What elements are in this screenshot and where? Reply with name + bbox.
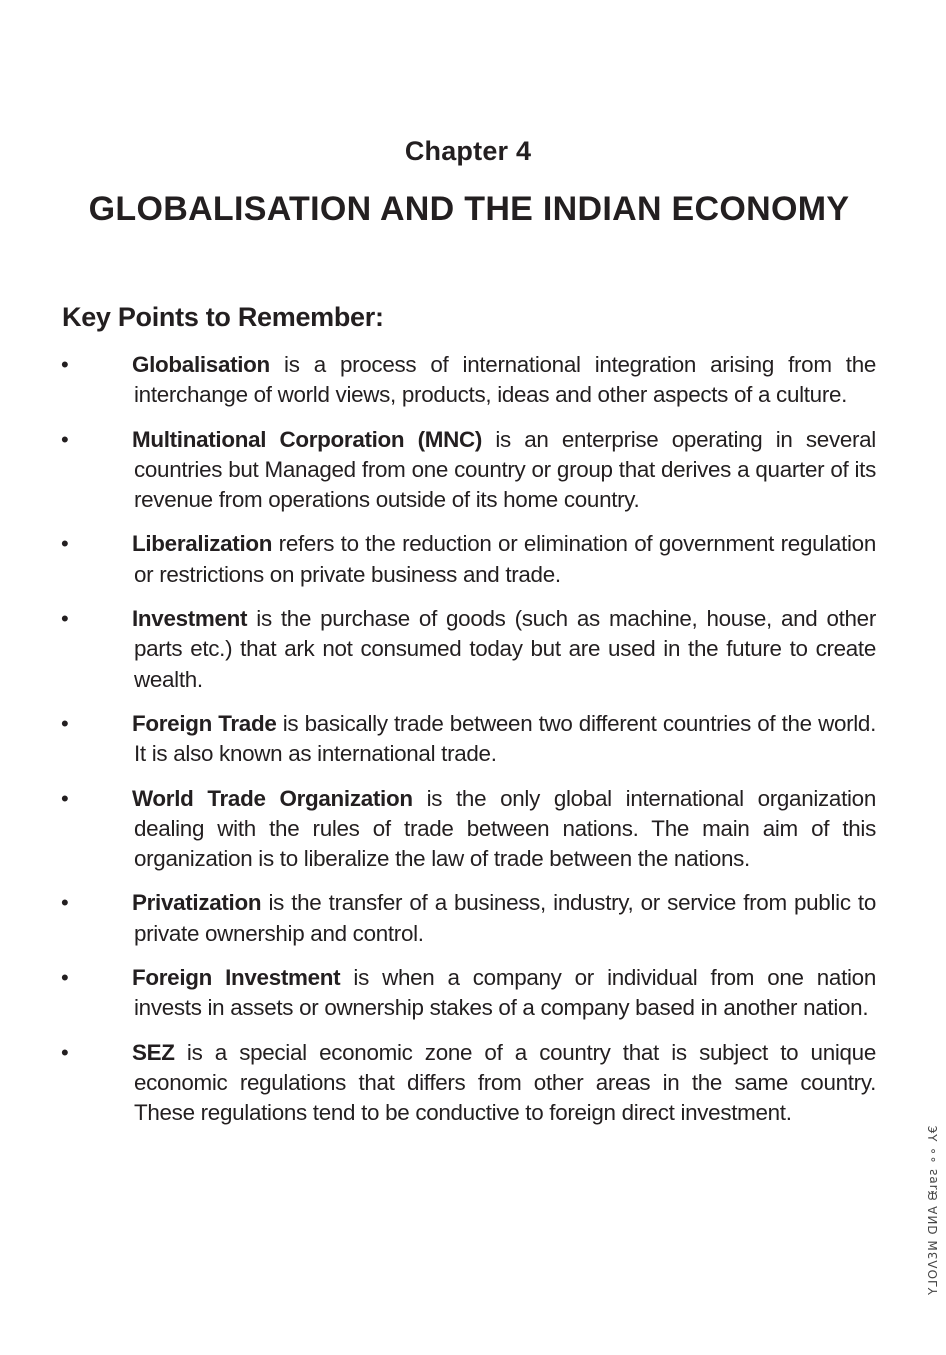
point-text — [134, 604, 876, 695]
point-text — [134, 425, 876, 516]
point-text — [134, 963, 876, 1024]
point-definition: is when a company or individual from one nation invests in assets or ownership stakes of a company based in another nation. — [134, 965, 876, 1021]
key-point-sez — [0, 1038, 946, 1129]
point-text — [134, 888, 876, 949]
bullet: • — [61, 531, 69, 557]
point-text — [134, 1038, 876, 1129]
side-stamp — [898, 1124, 940, 1300]
point-text — [134, 529, 876, 590]
bullet: • — [61, 785, 69, 811]
key-point-foreign-investment — [0, 963, 946, 1024]
key-point-mnc — [0, 425, 946, 516]
bullet: • — [61, 710, 69, 736]
bullet: • — [61, 965, 69, 991]
point-definition: is the only global international organization dealing with the rules of trade between nations. The main aim of this organization is to liberalize the law of trade between the nations. — [134, 785, 876, 872]
key-point-wto — [0, 784, 946, 875]
point-text — [134, 709, 876, 770]
point-definition: is a special economic zone of a country that is subject to unique economic regulations that differs from other areas in the same country. These regulations tend to be conductive to foreign direct investment. — [134, 1039, 876, 1126]
key-point-investment — [0, 604, 946, 695]
key-point-foreign-trade — [0, 709, 946, 770]
chapter-label: Chapter 4 — [404, 136, 532, 166]
point-definition: is basically trade between two different countries of the world. It is also known as international trade. — [134, 710, 877, 767]
point-term: Foreign Trade — [132, 710, 277, 736]
point-term: Multinational Corporation (MNC) — [132, 426, 483, 452]
point-definition: is the purchase of goods (such as machine, house, and other parts etc.) that ark not consumed today but are used in the future to create wealth. — [134, 606, 876, 692]
point-term: Investment — [132, 606, 248, 632]
point-definition: is the transfer of a business, industry, or service from public to private ownership and control. — [134, 890, 876, 946]
chapter-title: GLOBALISATION AND THE INDIAN ECONOMY — [88, 190, 850, 228]
point-term: Liberalization — [132, 531, 273, 557]
point-text — [134, 784, 876, 875]
key-point-globalisation — [0, 350, 946, 411]
point-term: Globalisation — [132, 352, 270, 377]
point-text — [134, 350, 876, 411]
point-definition: is an enterprise operating in several countries but Managed from one country or group that derives a quarter of its revenue from operations outside of its home country. — [134, 426, 876, 513]
key-point-liberalization — [0, 529, 946, 590]
point-term: Foreign Investment — [132, 965, 341, 991]
bullet: • — [61, 352, 69, 377]
point-definition: refers to the reduction or elimination of government regulation or restrictions on private business and trade. — [134, 531, 876, 587]
bullet: • — [61, 426, 69, 452]
point-term: Privatization — [132, 890, 262, 916]
key-points-list — [0, 350, 946, 1143]
side-stamp-text: Y⅃OɅ3ꟽ ᗡИA ᙠɹɐƨ ∘∘ ⅄€ — [926, 1124, 940, 1295]
bullet: • — [61, 606, 69, 632]
bullet: • — [61, 1039, 69, 1065]
point-term: SEZ — [132, 1039, 175, 1065]
section-heading: Key Points to Remember: — [62, 302, 384, 332]
key-point-privatization — [0, 888, 946, 949]
point-definition: is a process of international integration arising from the interchange of world views, products, ideas and other aspects of a culture. — [134, 352, 876, 408]
point-term: World Trade Organization — [132, 785, 413, 811]
bullet: • — [61, 890, 69, 916]
